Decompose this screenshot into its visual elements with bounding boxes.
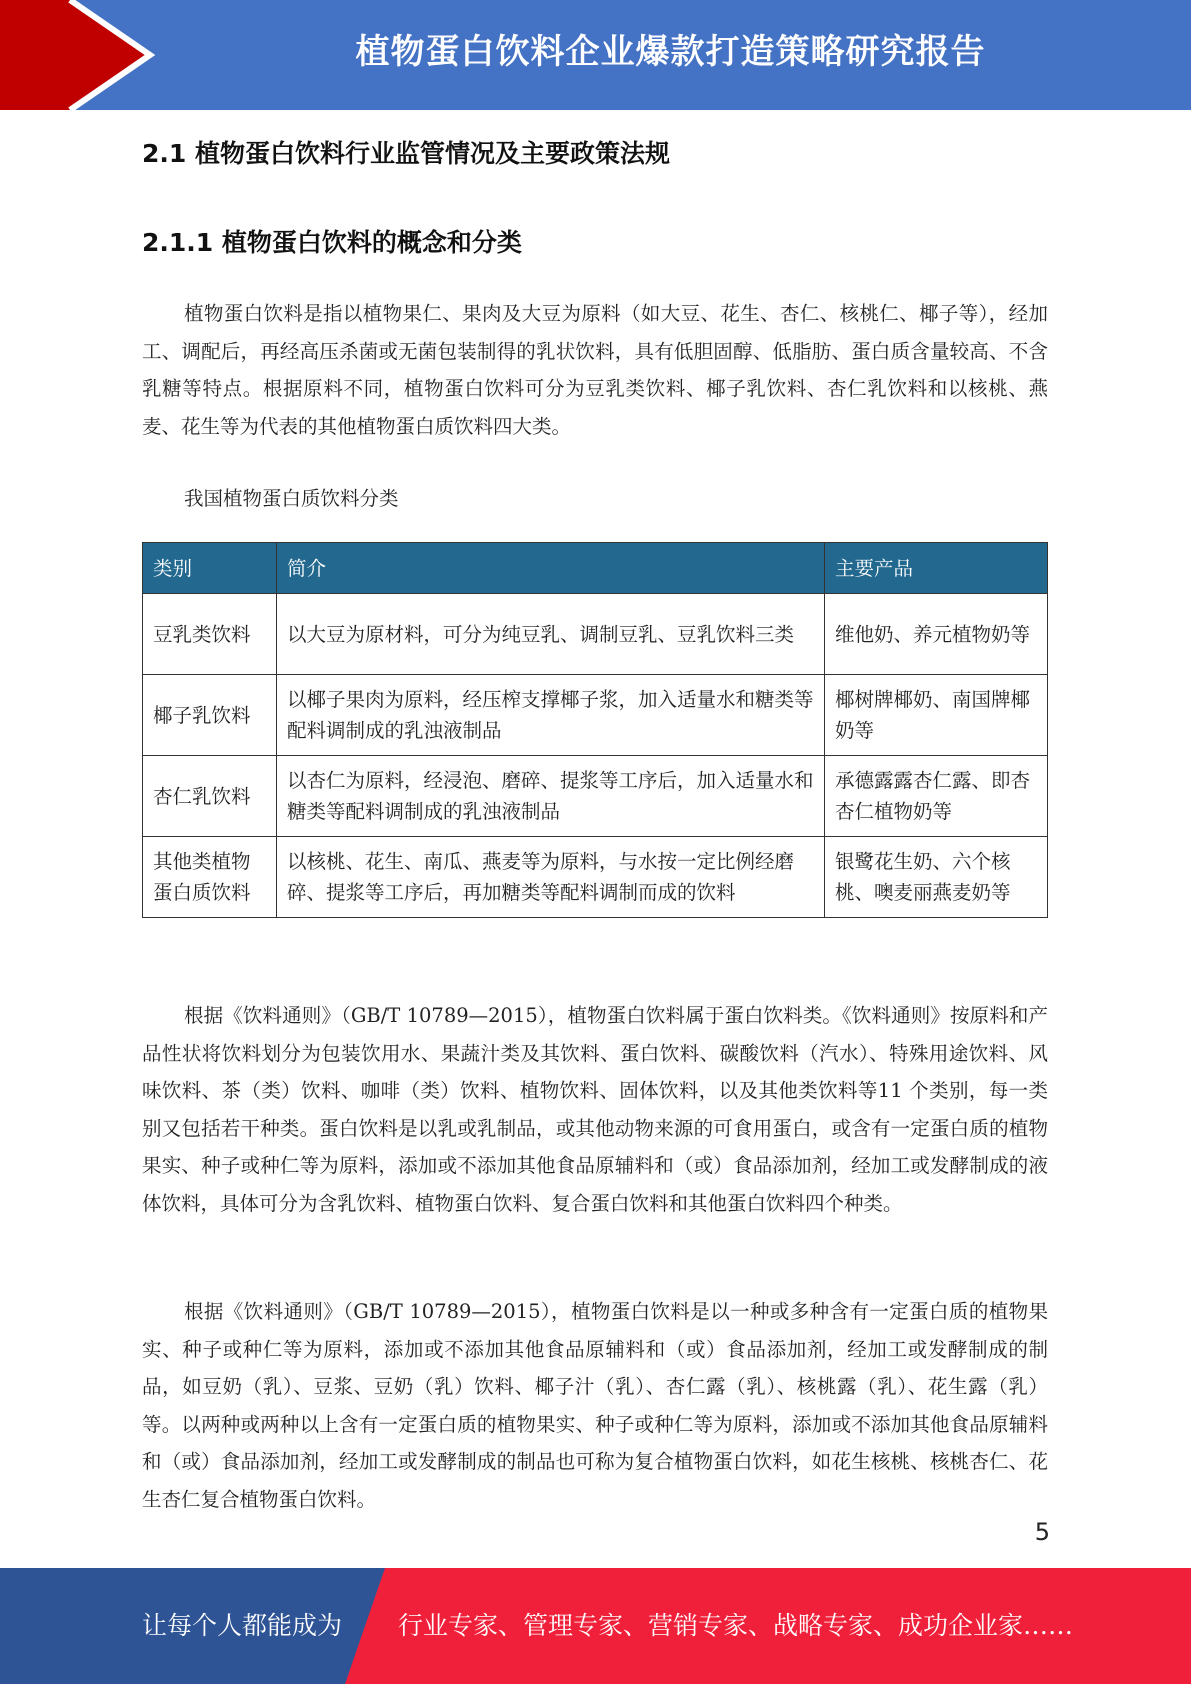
table-cell: 豆乳类饮料 <box>143 594 277 675</box>
table-cell: 其他类植物蛋白质饮料 <box>143 837 277 918</box>
table-row <box>143 837 1048 918</box>
header-banner <box>0 0 1191 110</box>
table-cell: 以大豆为原材料，可分为纯豆乳、调制豆乳、豆乳饮料三类 <box>277 594 825 675</box>
table-cell: 杏仁乳饮料 <box>143 756 277 837</box>
footer-slogan-left: 让每个人都能成为 <box>142 1611 343 1640</box>
section-heading-2-1: 2.1 植物蛋白饮料行业监管情况及主要政策法规 <box>142 139 670 168</box>
table-row <box>143 675 1048 756</box>
table-row <box>143 594 1048 675</box>
header-title: 植物蛋白饮料企业爆款打造策略研究报告 <box>355 32 986 72</box>
table-header-row <box>143 543 1048 594</box>
paragraph-3: 根据《饮料通则》（GB/T 10789—2015），植物蛋白饮料是以一种或多种含有一定蛋白质的植物果实、种子或种仁等为原料，添加或不添加其他食品原辅料和（或）食品添加剂，经加工或发酵制成的制品，如豆奶（乳）、豆浆、豆奶（乳）饮料、椰子汁（乳）、杏仁露（乳）、核桃露（乳）、花生露（乳）等。以两种或两种以上含有一定蛋白质的植物果实、种子或种仁等为原料，添加或不添加其他食品原辅料和（或）食品添加剂，经加工或发酵制成的制品也可称为复合植物蛋白饮料，如花生核桃、核桃杏仁、花生杏仁复合植物蛋白饮料。 <box>142 1300 1048 1511</box>
footer-slogan-right: 行业专家、管理专家、营销专家、战略专家、成功企业家…… <box>398 1611 1074 1640</box>
table-header-cell: 主要产品 <box>825 543 1048 594</box>
table-cell: 以椰子果肉为原料，经压榨支撑椰子浆，加入适量水和糖类等配料调制成的乳浊液制品 <box>277 675 825 756</box>
classification-table <box>142 542 1048 918</box>
table-row <box>143 756 1048 837</box>
table-cell: 维他奶、养元植物奶等 <box>825 594 1048 675</box>
paragraph-2: 根据《饮料通则》（GB/T 10789—2015），植物蛋白饮料属于蛋白饮料类。《饮料通则》按原料和产品性状将饮料划分为包装饮用水、果蔬汁类及其饮料、蛋白饮料、碳酸饮料（汽水）、特殊用途饮料、风味饮料、茶（类）饮料、咖啡（类）饮料、植物饮料、固体饮料，以及其他类饮料等11 个类别，每一类别又包括若干种类。蛋白饮料是以乳或乳制品，或其他动物来源的可食用蛋白，或含有一定蛋白质的植物果实、种子或种仁等为原料，添加或不添加其他食品原辅料和（或）食品添加剂，经加工或发酵制成的液体饮料，具体可分为含乳饮料、植物蛋白饮料、复合蛋白饮料和其他蛋白饮料四个种类。 <box>142 1004 1048 1215</box>
paragraph-1: 植物蛋白饮料是指以植物果仁、果肉及大豆为原料（如大豆、花生、杏仁、核桃仁、椰子等），经加工、调配后，再经高压杀菌或无菌包装制得的乳状饮料，具有低胆固醇、低脂肪、蛋白质含量较高、不含乳糖等特点。根据原料不同，植物蛋白饮料可分为豆乳类饮料、椰子乳饮料、杏仁乳饮料和以核桃、燕麦、花生等为代表的其他植物蛋白质饮料四大类。 <box>142 302 1048 438</box>
table-cell: 银鹭花生奶、六个核桃、噢麦丽燕麦奶等 <box>825 837 1048 918</box>
table-header-cell: 类别 <box>143 543 277 594</box>
table-caption: 我国植物蛋白质饮料分类 <box>184 487 399 510</box>
table-cell: 椰子乳饮料 <box>143 675 277 756</box>
page-number: 5 <box>1034 1518 1050 1546</box>
table-header-cell: 简介 <box>277 543 825 594</box>
table-cell: 椰树牌椰奶、南国牌椰奶等 <box>825 675 1048 756</box>
header-arrow-decoration <box>0 0 160 110</box>
table-cell: 承德露露杏仁露、即杏杏仁植物奶等 <box>825 756 1048 837</box>
table-cell: 以杏仁为原料，经浸泡、磨碎、提浆等工序后，加入适量水和糖类等配料调制成的乳浊液制品 <box>277 756 825 837</box>
section-heading-2-1-1: 2.1.1 植物蛋白饮料的概念和分类 <box>142 228 522 257</box>
footer-banner <box>0 1568 1191 1684</box>
table-cell: 以核桃、花生、南瓜、燕麦等为原料，与水按一定比例经磨碎、提浆等工序后，再加糖类等配料调制而成的饮料 <box>277 837 825 918</box>
